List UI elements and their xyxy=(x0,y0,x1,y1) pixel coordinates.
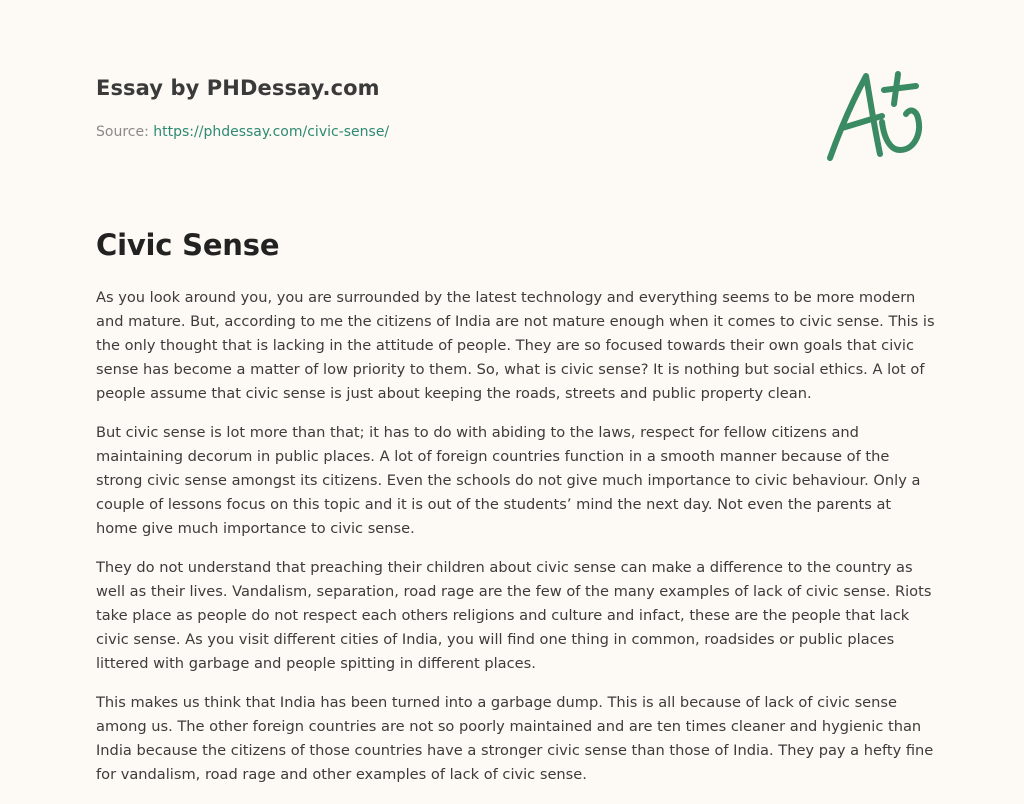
essay-paragraph: This makes us think that India has been turned into a garbage dump. This is all because of lack of civic sense among us. The other foreign countries are not so poorly maintained and are ten times cleaner and hygienic than India because the citizens of those countries have a stronger civic sense than those of India. They pay a hefty fine for vandalism, road rage and other examples of lack of civic sense. xyxy=(96,694,934,783)
site-title: Essay by PHDessay.com xyxy=(96,76,380,100)
essay-paragraph: As you look around you, you are surrounded by the latest technology and everything seems to be more modern and mature. But, according to me the citizens of India are not mature enough when it comes to civic sense. This is the only thought that is lacking in the attitude of people. They are so focused towards their own goals that civic sense has become a matter of low priority to them. So, what is civic sense? It is nothing but social ethics. A lot of people assume that civic sense is just about keeping the roads, streets and public property clean. xyxy=(96,289,935,402)
essay-paragraph: They do not understand that preaching their children about civic sense can make a difference to the country as well as their lives. Vandalism, separation, road rage are the few of the many examples of lack of civic sense. Riots take place as people do not respect each others religions and culture and infact, these are the people that lack civic sense. As you visit different cities of India, you will find one thing in common, roadsides or public places littered with garbage and people spitting in different places. xyxy=(96,559,932,672)
source-line xyxy=(96,124,389,140)
essay-title: Civic Sense xyxy=(96,228,280,262)
a-plus-grade-icon xyxy=(822,68,930,164)
source-label: Source: xyxy=(96,124,154,140)
source-link[interactable]: https://phdessay.com/civic-sense/ xyxy=(153,124,390,140)
essay-paragraph: But civic sense is lot more than that; it has to do with abiding to the laws, respect for fellow citizens and maintaining decorum in public places. A lot of foreign countries function in a smooth manner because of the strong civic sense amongst its citizens. Even the schools do not give much importance to civic behaviour. Only a couple of lessons focus on this topic and it is out of the students’ mind the next day. Not even the parents at home give much importance to civic sense. xyxy=(96,424,921,537)
essay-body xyxy=(96,286,936,802)
